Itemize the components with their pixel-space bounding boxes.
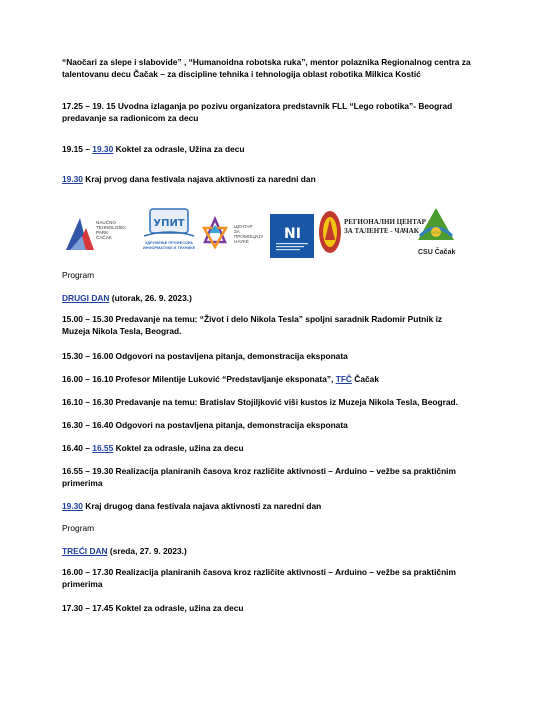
day2-item-3-city: Čačak xyxy=(351,374,379,384)
ntp-cacak-logo xyxy=(62,208,134,256)
day2-item-6-start: 16.40 – xyxy=(62,443,93,453)
day2-item-1-line-2: Muzeja Nikola Tesla, Beograd. xyxy=(62,326,182,336)
cocktail-text: Koktel za odrasle, Užina za decu xyxy=(113,144,245,154)
upit-name: УПИТ xyxy=(153,218,185,229)
day2-item-4: 16.10 – 16.30 Predavanje na temu: Bratislav Stojiljković viši kustos iz Muzeja Nikola Tesla, Beograd. xyxy=(62,397,458,407)
partner-logos-row xyxy=(62,206,482,262)
ni-logo xyxy=(270,214,318,258)
day2-item-6 xyxy=(62,442,482,454)
cocktail-item-day1 xyxy=(62,143,482,155)
csu-cacak-logo xyxy=(412,206,482,262)
day1-end-item xyxy=(62,173,482,185)
program-label-2: Program xyxy=(62,523,95,533)
day2-end-text: Kraj drugog dana festivala najava aktivnosti za naredni dan xyxy=(82,501,322,511)
intro-lectures-line-2: predavanje sa radionicom za decu xyxy=(62,113,199,123)
day2-item-7-line-1: 16.55 – 19.30 Realizacija planiranih časova kroz različite aktivnosti – Arduino – vežbe sa praktičnim xyxy=(62,466,456,476)
day3-item-2: 17.30 – 17.45 Koktel za odrasle, užina za decu xyxy=(62,603,244,613)
day2-item-3-main: 16.00 – 16.10 Profesor Milentije Luković “Predstavljanje eksponata”, xyxy=(62,374,336,384)
day2-item-3-tfc: TFČ xyxy=(335,374,352,384)
day1-end-text: Kraj prvog dana festivala najava aktivnosti za naredni dan xyxy=(82,174,316,184)
cpn-text-3: ПРОМОЦИЈУ xyxy=(234,234,264,239)
mentor-line-2: talentovanu decu Čačak – za discipline tehnika i tehnologija oblast robotika Milkica Kostić xyxy=(62,69,421,79)
day2-item-5: 16.30 – 16.40 Odgovori na postavljena pitanja, demonstracija eksponata xyxy=(62,420,348,430)
day2-date: (utorak, 26. 9. 2023.) xyxy=(109,293,192,303)
upit-logo xyxy=(140,206,198,256)
ntp-text-1: NAUČNO xyxy=(96,220,116,225)
day2-heading xyxy=(62,292,482,304)
mentor-paragraph xyxy=(62,56,482,80)
day2-item-7 xyxy=(62,465,482,489)
day2-item-7-line-2: primerima xyxy=(62,478,103,488)
cpn-text-2: ЗА xyxy=(234,229,240,234)
day2-item-6-text: Koktel za odrasle, užina za decu xyxy=(113,443,244,453)
intro-lectures-item xyxy=(62,100,482,124)
day3-title: TREĆI DAN xyxy=(62,546,108,556)
day3-item-1-line-2: primerima xyxy=(62,579,103,589)
ntp-text-4: ČAČAK xyxy=(96,235,112,240)
rcdt-text-1: РЕГИОНАЛНИ ЦЕНТАР xyxy=(344,218,426,226)
day3-heading xyxy=(62,545,482,557)
day2-item-2: 15.30 – 16.00 Odgovori na postavljena pitanja, demonstracija eksponata xyxy=(62,351,348,361)
day3-date: (sreda, 27. 9. 2023.) xyxy=(107,546,187,556)
day2-title: DRUGI DAN xyxy=(62,293,110,303)
day1-end-time: 19.30 xyxy=(62,174,83,184)
day2-item-3 xyxy=(62,373,482,385)
day2-item-6-end: 16.55 xyxy=(92,443,114,453)
upit-sub-1: УДРУЖЕЊЕ ПРОФЕСОРА xyxy=(145,241,193,245)
upit-monitor-icon xyxy=(140,206,198,240)
day2-item-1-line-1: 15.00 – 15.30 Predavanje na temu: “Život i delo Nikola Tesla” spoljni saradnik Radomir Putnik iz xyxy=(62,314,443,324)
mentor-line-1: “Naočari za slepe i slabovide” , “Humanoidna robotska ruka”, mentor polaznika Regionalnog centra za xyxy=(62,57,471,67)
ntp-text-2: TEHNOLOŠKI xyxy=(96,225,126,230)
csu-name: CSU Čačak xyxy=(418,249,456,256)
day3-item-1 xyxy=(62,566,482,590)
cpn-logo xyxy=(198,216,264,256)
ntp-text-3: PARK xyxy=(96,230,109,235)
day2-item-1 xyxy=(62,313,482,337)
cocktail-time-end: 19.30 xyxy=(92,144,114,154)
ni-mark: NI xyxy=(284,226,301,242)
day3-item-1-line-1: 16.00 – 17.30 Realizacija planiranih časova kroz različite aktivnosti – Arduino – vežbe sa praktičnim xyxy=(62,567,456,577)
cpn-star-icon xyxy=(198,216,232,250)
cocktail-time-start: 19.15 – xyxy=(62,144,93,154)
csu-mountain-icon xyxy=(416,206,456,244)
ni-square-icon xyxy=(270,214,314,258)
day2-end-time: 19.30 xyxy=(62,501,83,511)
cpn-text-4: НАУКЕ xyxy=(234,239,249,244)
rcdt-emblem-icon xyxy=(318,210,342,254)
csu-badge: ŠČV xyxy=(432,231,440,235)
cpn-text-1: ЦЕНТАР xyxy=(234,224,253,229)
rcdt-text-2: ЗА ТАЛЕНТЕ - ЧАЧАК xyxy=(344,227,419,235)
intro-lectures-line-1: 17.25 – 19. 15 Uvodna izlaganja po pozivu organizatora predstavnik FLL “Lego robotika”- Beograd xyxy=(62,101,453,111)
day2-end-item xyxy=(62,500,482,512)
regional-center-logo xyxy=(318,210,426,256)
upit-sub-2: ИНФОРМАТИКЕ И ТЕХНИКЕ xyxy=(142,246,196,250)
program-label-1: Program xyxy=(62,270,95,280)
